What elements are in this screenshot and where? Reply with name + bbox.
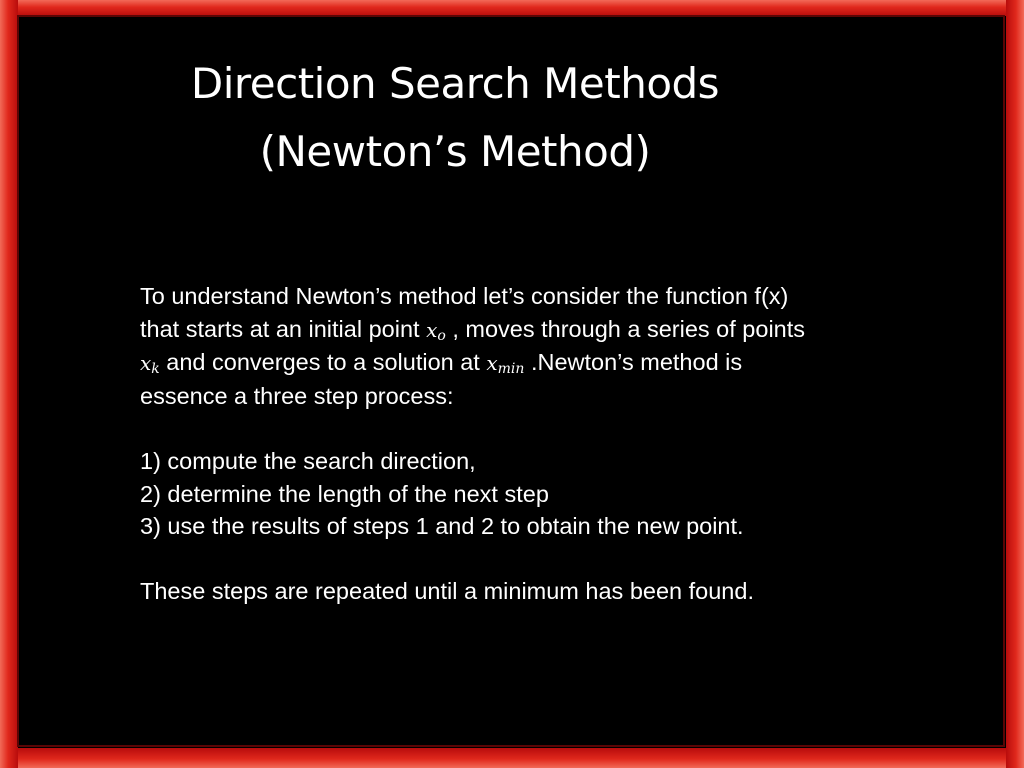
slide-body <box>140 280 820 608</box>
math-x-iter <box>140 351 160 378</box>
math-x-iter-subscript: k <box>151 361 160 378</box>
paragraph-gap <box>140 412 820 445</box>
step-2: 2) determine the length of the next step <box>140 480 549 507</box>
frame-border-right <box>1006 0 1024 768</box>
frame-border-left <box>0 0 18 768</box>
math-x-start-base: x <box>426 317 438 342</box>
math-x-iter-base: x <box>140 351 152 376</box>
frame-border-bottom <box>0 748 1024 768</box>
intro-paragraph <box>140 280 820 412</box>
intro-text-4: .Newton’s method is essence a three step process: <box>140 349 743 409</box>
frame-border-top <box>0 0 1024 16</box>
math-x-min-base: x <box>486 351 498 376</box>
step-1: 1) compute the search direction, <box>140 447 476 474</box>
paragraph-gap <box>140 543 820 576</box>
intro-text-2: , moves through a series of points <box>445 315 806 342</box>
intro-text-3: and converges to a solution at <box>159 349 487 376</box>
slide-title-line-2: (Newton’s Method) <box>259 127 651 176</box>
conclusion-paragraph: These steps are repeated until a minimum has been found. <box>140 578 754 605</box>
math-x-start-subscript: o <box>437 327 446 344</box>
math-x-start <box>426 318 446 342</box>
slide-title-line-1: Direction Search Methods <box>190 59 720 108</box>
step-3: 3) use the results of steps 1 and 2 to obtain the new point. <box>140 513 744 540</box>
math-x-min <box>486 351 525 378</box>
math-x-min-subscript: min <box>497 361 525 378</box>
intro-text-1: To understand Newton’s method let’s consider the function f(x) that starts at an initial point <box>140 283 789 342</box>
slide-title <box>110 50 800 186</box>
